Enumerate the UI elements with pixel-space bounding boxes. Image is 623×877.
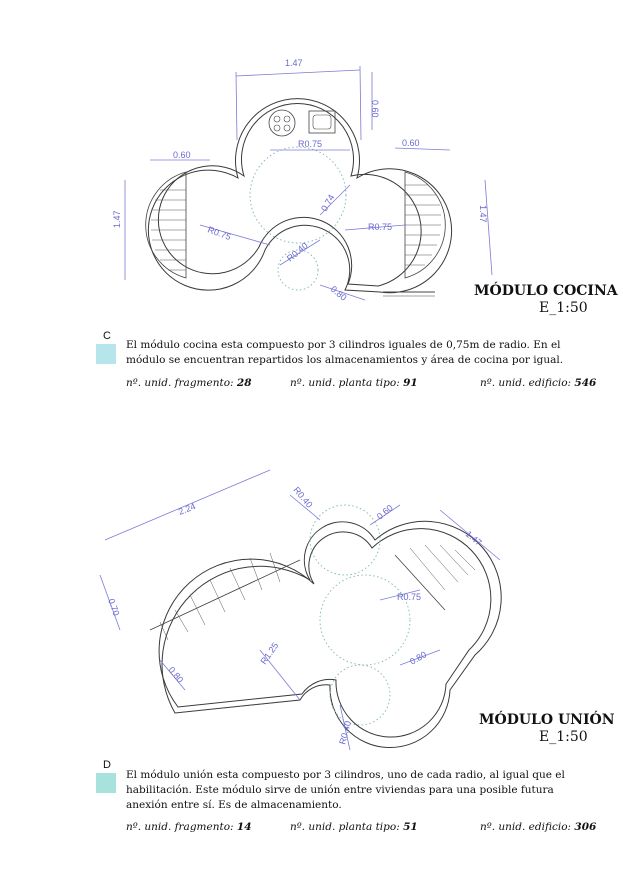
dim-label: R0.75 — [397, 592, 422, 602]
module-letter: C — [103, 330, 111, 342]
module-color-swatch — [96, 344, 116, 364]
module-title: MÓDULO UNIÓN — [479, 712, 615, 728]
dim-label: 2.24 — [177, 501, 198, 517]
dim-label: 0.80 — [408, 649, 429, 667]
module-description: El módulo unión esta compuesto por 3 cilindros, uno de cada radio, al igual que el habilitación. Este módulo sirve de unión entre viviendas para una posible futura anexión entre sí. Es de almacenamiento. — [126, 769, 565, 811]
dim-label: 0.80 — [328, 283, 349, 303]
dim-label: R1.25 — [258, 640, 281, 667]
module-scale: E_1:50 — [539, 729, 588, 745]
stat-planta-tipo: nº. unid. planta tipo: 91 — [290, 377, 418, 389]
stat-edificio: nº. unid. edificio: 306 — [480, 821, 597, 833]
module-title: MÓDULO COCINA — [474, 283, 618, 299]
dim-label: R0.40 — [284, 240, 310, 264]
stat-edificio: nº. unid. edificio: 546 — [480, 377, 597, 389]
stat-fragment: nº. unid. fragmento: 14 — [126, 821, 252, 833]
dim-label: R0.75 — [298, 139, 323, 149]
dim-label: R0.75 — [368, 222, 393, 232]
dim-label: 1.47 — [112, 210, 122, 228]
module-description: El módulo cocina esta compuesto por 3 cilindros iguales de 0,75m de radio. En el módulo se encuentran repartidos los almacenamientos y área de cocina por igual. — [126, 339, 564, 366]
stat-fragment: nº. unid. fragmento: 28 — [126, 377, 252, 389]
dim-label: 0.60 — [402, 138, 420, 148]
module-letter: D — [103, 759, 111, 771]
module-scale: E_1:50 — [539, 300, 588, 316]
dim-label: 1.47 — [285, 58, 303, 68]
dim-label: 0.70 — [106, 597, 122, 618]
dim-label: 0.60 — [370, 100, 380, 118]
dim-label: 1.47 — [463, 528, 484, 548]
dim-label: 0.60 — [173, 150, 191, 160]
dim-label: 0.74 — [319, 192, 337, 213]
dim-label: R0.40 — [291, 484, 315, 510]
dim-label: R0.40 — [337, 719, 354, 746]
dim-label: 0.60 — [374, 502, 395, 522]
dim-label: 0.80 — [166, 664, 186, 685]
dim-label: R0.75 — [206, 224, 233, 243]
module-color-swatch — [96, 773, 116, 793]
stat-planta-tipo: nº. unid. planta tipo: 51 — [290, 821, 418, 833]
dim-label: 1.47 — [478, 205, 488, 223]
